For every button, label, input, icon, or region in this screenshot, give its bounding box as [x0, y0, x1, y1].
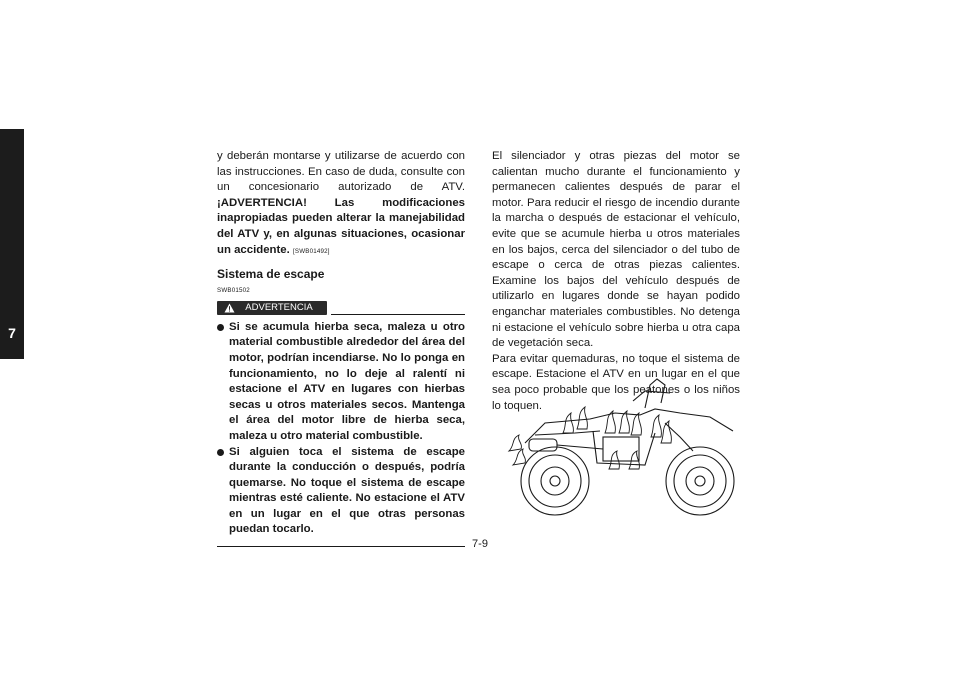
- warning-code: SWB01502: [217, 287, 250, 295]
- warning-label: ADVERTENCIA: [245, 301, 313, 313]
- section-heading: Sistema de escape: [217, 267, 325, 282]
- warning-label-box: [217, 301, 327, 315]
- warning-item-text: Si se acumula hierba seca, maleza u otro material combustible alrededor del área del motor, podrían incendiarse. No lo ponga en funcionamiento, no lo deje al ralentí ni estacione el ATV en lugares con hierbas secas u otros materiales secos. Mantenga el área del motor libre de hierba seca, maleza u otro material combustible.: [229, 320, 465, 442]
- warning-item: [217, 445, 465, 539]
- heat-paragraph: El silenciador y otras piezas del motor se calientan mucho durante el funcionamiento y permanecen calientes después de parar el motor. Para reducir el riesgo de incendio durante la marcha o después de estacionar el vehículo, evite que se acumule hierba u otros materiales en los bajos, cerca del silenciador o del tubo de escape o cerca de otras piezas calientes. Examine los bajos del vehículo después de utilizarlo en lugares donde se hayan podido enganchar materiales combustibles. No detenga ni estacione el vehículo sobre hierba u otra capa de vegetación seca.: [492, 150, 740, 350]
- warning-rule: [331, 314, 465, 315]
- warning-item: [217, 320, 465, 445]
- burn-paragraph: Para evitar quemaduras, no toque el sistema de escape. Estacione el ATV en un lugar en el que sea poco probable que los peatones o los niños lo toquen.: [492, 352, 740, 412]
- warning-item-text: Si alguien toca el sistema de escape durante la conducción o después, podría quemarse. No toque el sistema de escape mientras esté caliente. No estacione el ATV en un lugar en el que otras personas puedan tocarlo.: [229, 445, 465, 536]
- chapter-number: 7: [8, 325, 16, 341]
- bullet-icon: [217, 324, 224, 331]
- chapter-tab: [0, 129, 24, 359]
- bullet-icon: [217, 449, 224, 456]
- left-column: [217, 149, 465, 547]
- atv-hot-exhaust-illustration: [505, 373, 745, 521]
- modification-warning-text: ¡ADVERTENCIA! Las modificaciones inapropiadas pueden alterar la manejabilidad del ATV y, en algunas situaciones, ocasionar un accidente.: [217, 196, 465, 256]
- modification-warning-code: [SWB01492]: [292, 247, 330, 255]
- warning-list: [217, 320, 465, 538]
- modification-text: y deberán montarse y utilizarse de acuerdo con las instrucciones. En caso de duda, consulte con un concesionario autorizado de ATV.: [217, 150, 465, 194]
- warning-header: [217, 301, 465, 317]
- page-number: 7-9: [472, 538, 488, 550]
- warning-end-rule: [217, 546, 465, 547]
- warning-triangle-icon: [224, 303, 235, 313]
- modification-paragraph: [217, 149, 465, 259]
